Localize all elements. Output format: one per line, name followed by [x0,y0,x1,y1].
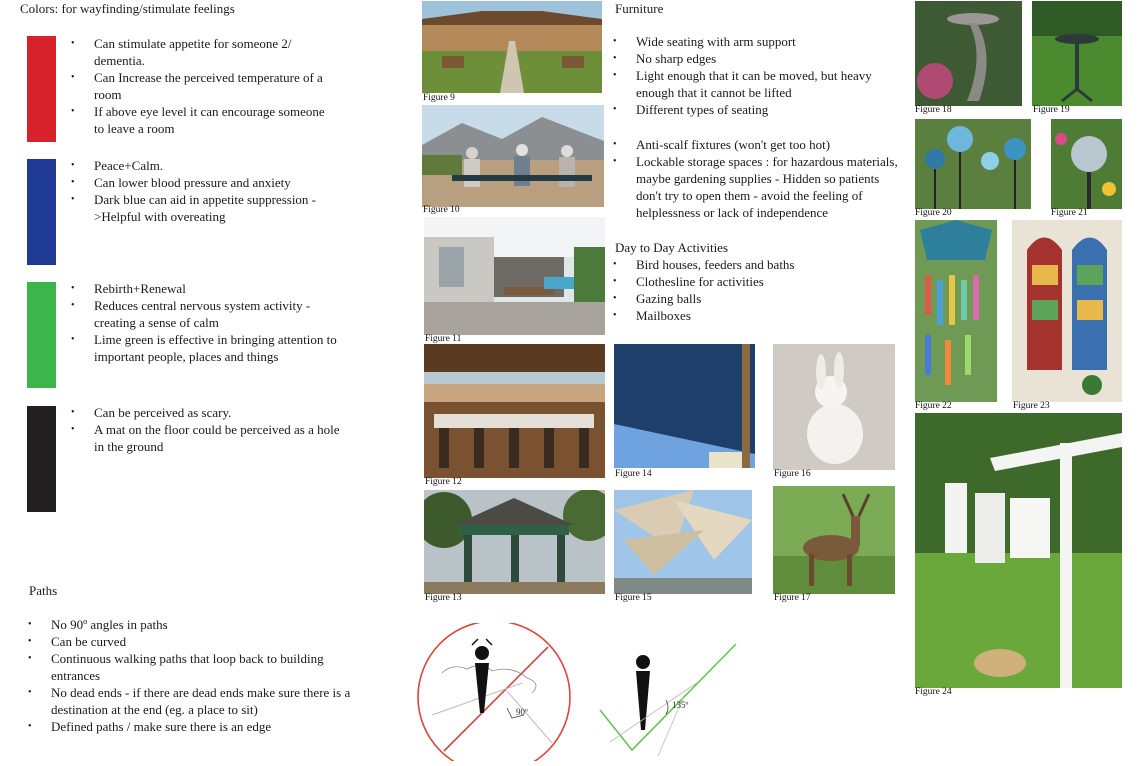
angle-90-label: 90º [516,707,528,717]
figure-15-caption: Figure 15 [615,593,652,603]
list-item: • Lime green is effective in bringing attention to important people, places and things [71,331,341,365]
figure-17-caption: Figure 17 [774,593,811,603]
outdoor-kitchen-photo [424,217,605,335]
gazing-ball-photo [1051,119,1122,209]
list-item: • Gazing balls [613,290,903,307]
gazebo-photo [424,490,605,594]
figure-22-caption: Figure 22 [915,401,952,411]
metal-birdbath-photo [1032,1,1122,106]
activities-list [613,256,903,324]
figure-20-caption: Figure 20 [915,208,952,218]
list-item: • Dark blue can aid in appetite suppression ->Helpful with overeating [71,191,351,225]
deer-statue-photo [773,486,895,594]
courtyard-walkway-photo [422,1,602,93]
figure-16-caption: Figure 16 [774,469,811,479]
activities-title: Day to Day Activities [615,240,729,255]
red-notes [71,35,336,137]
figure-19-caption: Figure 19 [1033,105,1070,115]
list-item: • Different types of seating [613,101,903,118]
figure-14-caption: Figure 14 [615,469,652,479]
figure-12-caption: Figure 12 [425,477,462,487]
glass-wind-chime-photo [915,220,997,402]
figure-13-caption: Figure 13 [425,593,462,603]
gazing-balls-garden-photo [915,119,1031,209]
figure-11-caption: Figure 11 [425,334,462,344]
dining-pavilion-photo [424,344,605,478]
figure-18-caption: Figure 18 [915,105,952,115]
furniture-list-b [613,136,905,221]
figure-23-caption: Figure 23 [1013,401,1050,411]
fabric-sails-photo [614,490,752,594]
list-item: • Rebirth+Renewal [71,280,341,297]
list-item: • Light enough that it can be moved, but heavy enough that it cannot be lifted [613,67,903,101]
rabbit-statue-photo [773,344,895,470]
black-swatch [27,406,56,512]
list-item: • Defined paths / make sure there is an edge [28,718,363,735]
paths-list [28,616,363,735]
stained-glass-window-photo [1012,220,1122,402]
figure-21-caption: Figure 21 [1051,208,1088,218]
furniture-title: Furniture [615,1,664,16]
no-90-degree-path-sketch [412,623,574,761]
blue-notes [71,157,351,225]
obtuse-angle-path-sketch [598,638,740,756]
blue-swatch [27,159,56,265]
green-swatch [27,282,56,388]
green-notes [71,280,341,365]
stone-birdbath-photo [915,1,1022,106]
list-item: • Can stimulate appetite for someone 2/ dementia. [71,35,336,69]
list-item: • Wide seating with arm support [613,33,903,50]
list-item: • No sharp edges [613,50,903,67]
clothesline-photo [915,413,1122,688]
list-item: • No 90º angles in paths [28,616,363,633]
angle-135-label: 135º [672,700,689,710]
list-item: • Can Increase the perceived temperature of a room [71,69,336,103]
list-item: • Continuous walking paths that loop back to building entrances [28,650,363,684]
list-item: • No dead ends - if there are dead ends make sure there is a destination at the end (eg. a place to sit) [28,684,363,718]
list-item: • A mat on the floor could be perceived as a hole in the ground [71,421,346,455]
list-item: • Reduces central nervous system activity - creating a sense of calm [71,297,341,331]
red-swatch [27,36,56,142]
list-item: • Clothesline for activities [613,273,903,290]
list-item: • Anti-scalf fixtures (won't get too hot) [613,136,905,153]
list-item: • Peace+Calm. [71,157,351,174]
list-item: • Can be perceived as scary. [71,404,346,421]
list-item: • If above eye level it can encourage someone to leave a room [71,103,336,137]
list-item: • Can be curved [28,633,363,650]
list-item: • Lockable storage spaces : for hazardous materials, maybe gardening supplies - Hidden so patients don't try to open them - avoid the feeling of helplessness or lack of independence [613,153,905,221]
list-item: • Mailboxes [613,307,903,324]
figure-24-caption: Figure 24 [915,687,952,697]
figure-9-caption: Figure 9 [423,93,455,103]
list-item: • Can lower blood pressure and anxiety [71,174,351,191]
paths-title: Paths [29,583,58,598]
figure-10-caption: Figure 10 [423,205,460,215]
furniture-list-a [613,33,903,118]
shade-sail-photo [614,344,755,468]
list-item: • Bird houses, feeders and baths [613,256,903,273]
seniors-seating-photo [422,105,604,207]
colors-title: Colors: for wayfinding/stimulate feelings [20,1,235,16]
black-notes [71,404,346,455]
